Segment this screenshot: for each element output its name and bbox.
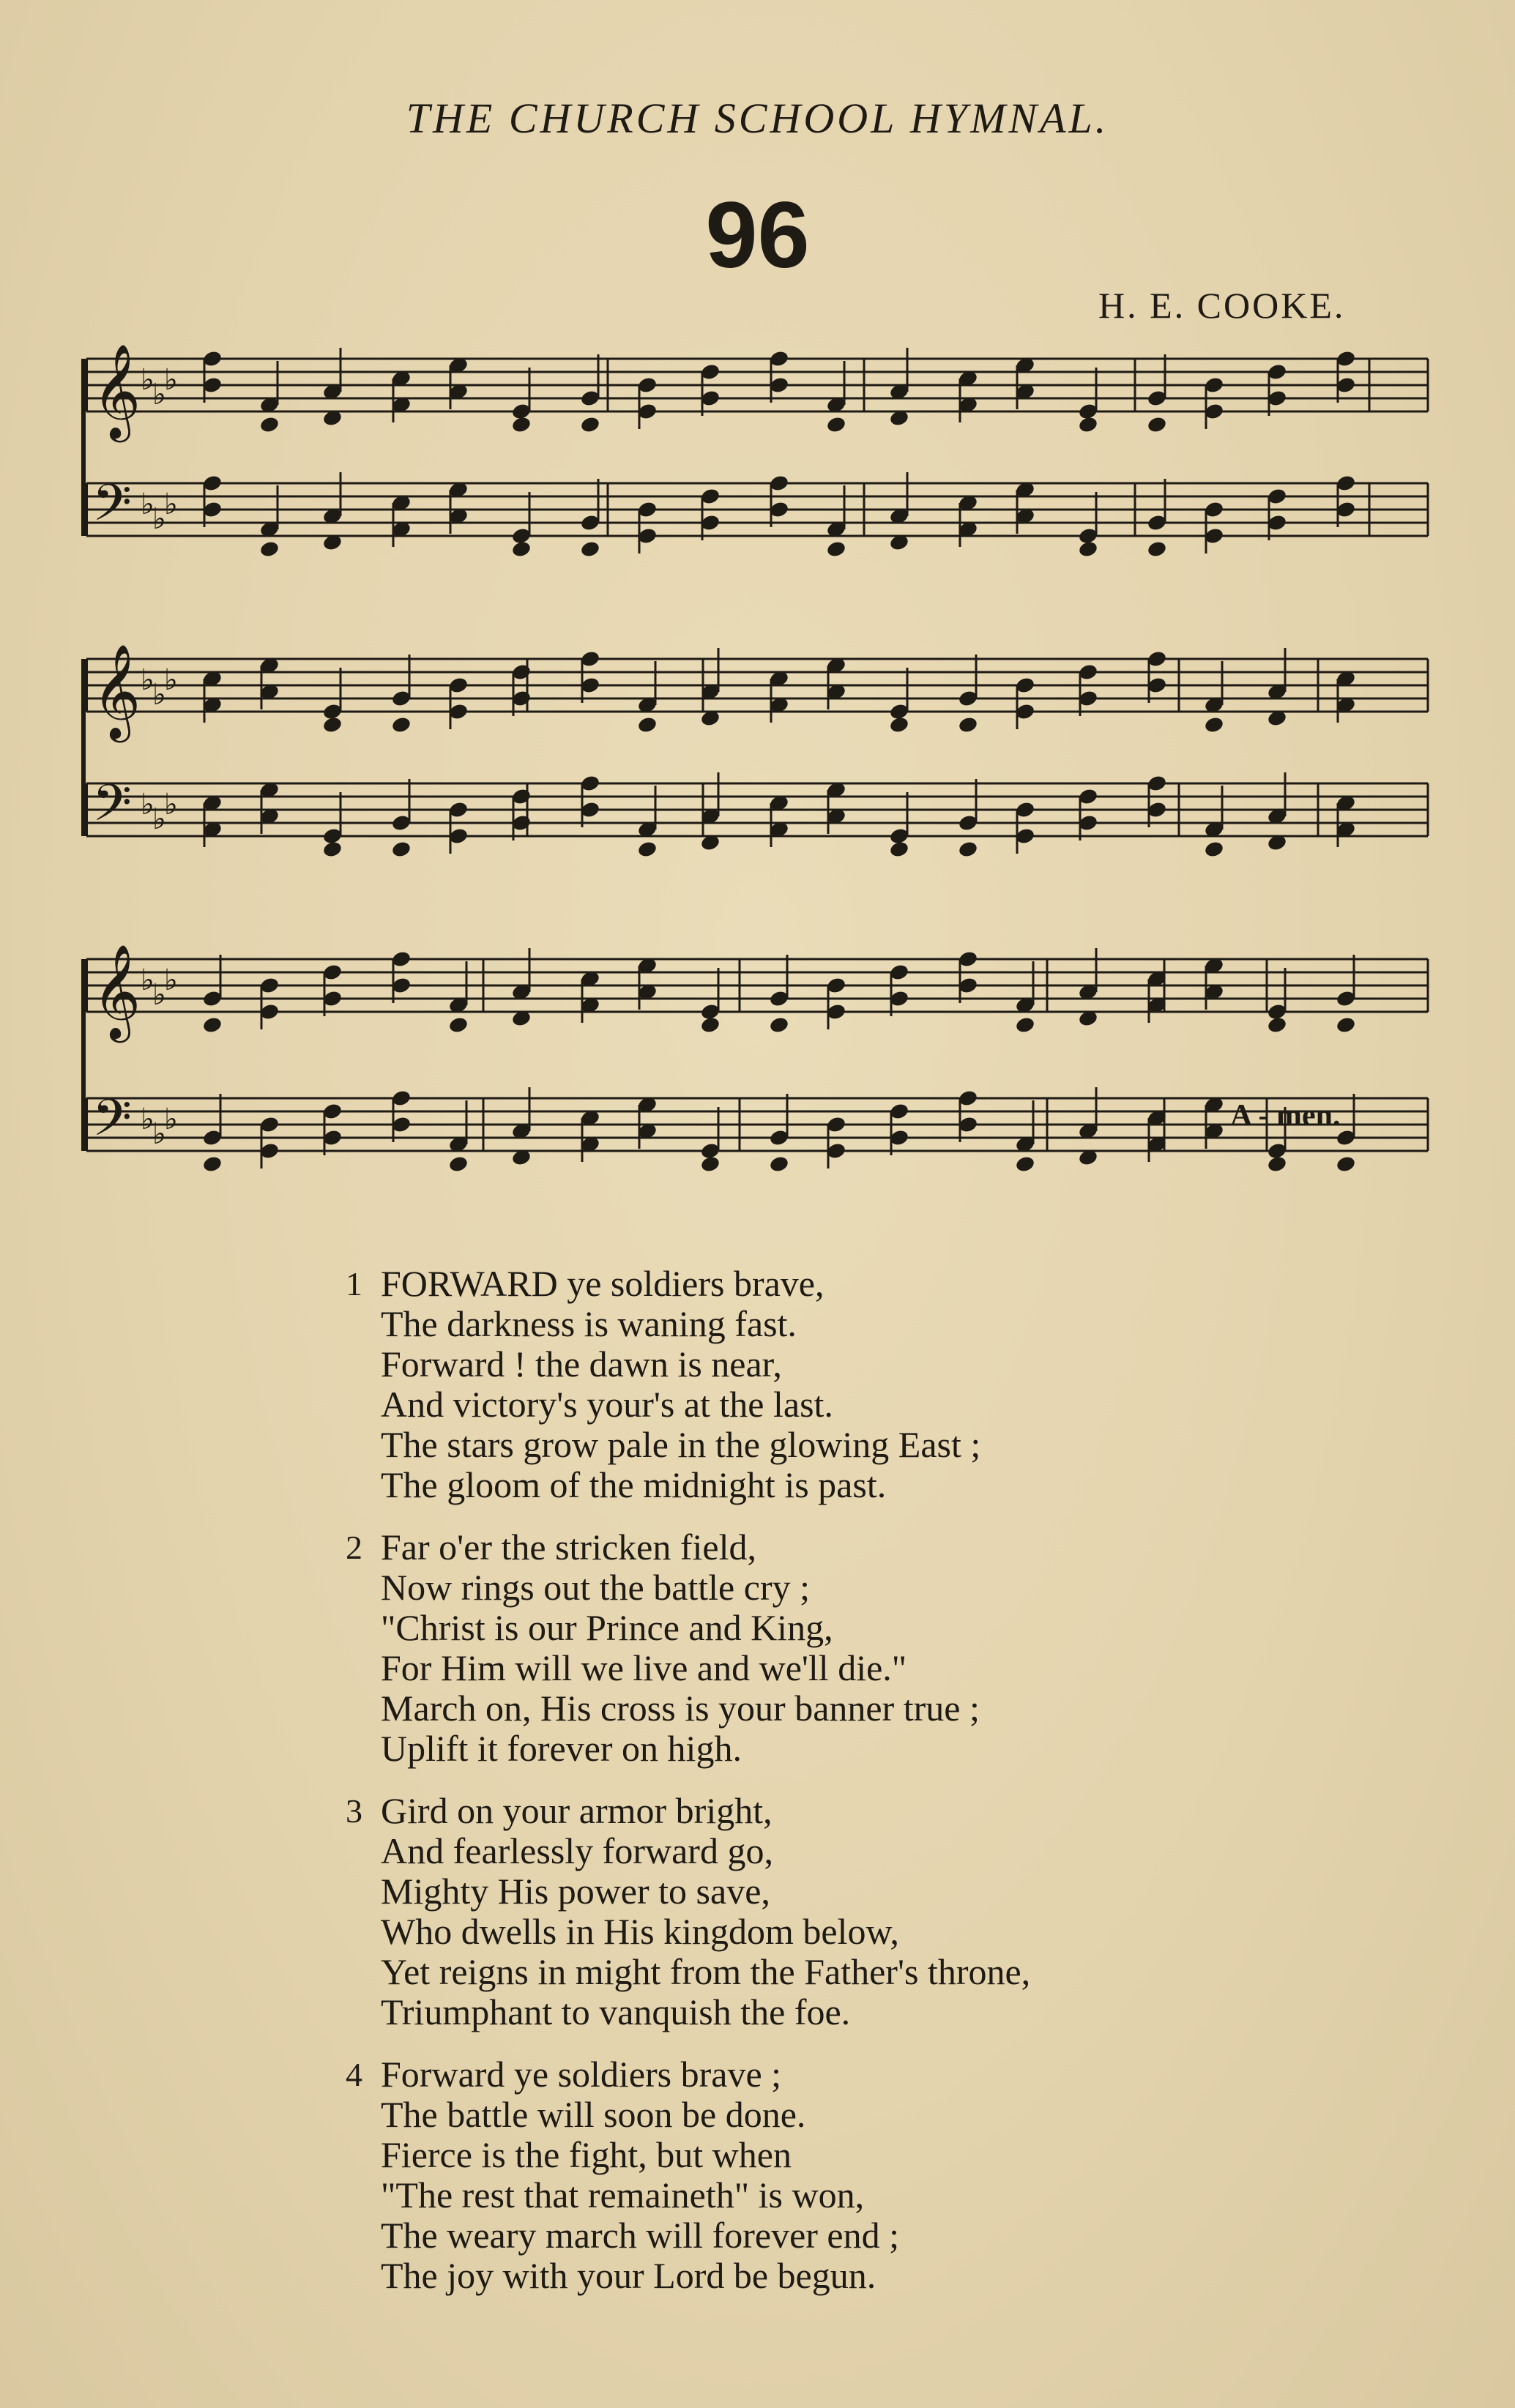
note-head xyxy=(1336,1015,1357,1034)
verses xyxy=(346,1263,1031,2318)
flat-icon: ♭ xyxy=(164,788,178,821)
flat-icon: ♭ xyxy=(141,788,155,821)
note-head xyxy=(1336,1155,1357,1173)
note-head xyxy=(1015,1015,1036,1034)
flat-icon: ♭ xyxy=(164,663,178,697)
verse-4 xyxy=(346,2054,1030,2296)
note-head xyxy=(1078,540,1099,558)
note-head xyxy=(1267,1155,1288,1173)
verse-line: "Christ is our Prince and King, xyxy=(381,1607,833,1648)
verse-number: 4 xyxy=(346,2056,362,2093)
verse-line: And victory's your's at the last. xyxy=(381,1384,833,1425)
verse-line: The gloom of the midnight is past. xyxy=(381,1464,887,1505)
verse-number: 1 xyxy=(346,1265,362,1302)
hymnal-title: THE CHURCH SCHOOL HYMNAL. xyxy=(406,94,1109,142)
note-head xyxy=(511,415,532,433)
treble-clef-icon: 𝄞 xyxy=(92,944,141,1039)
bass-clef-icon: 𝄢 xyxy=(92,473,133,545)
flat-icon: ♭ xyxy=(152,978,166,1012)
flat-icon: ♭ xyxy=(152,378,166,411)
note-head xyxy=(202,1155,223,1173)
flat-icon: ♭ xyxy=(164,363,178,397)
amen-label: A - men. xyxy=(1230,1099,1341,1133)
verse-line: Triumphant to vanquish the foe. xyxy=(381,1991,851,2032)
verse-line: The battle will soon be done. xyxy=(381,2094,806,2135)
note-head xyxy=(637,715,658,734)
note-head xyxy=(700,1155,721,1173)
verse-line: Uplift it forever on high. xyxy=(381,1728,742,1769)
verse-line: The weary march will forever end ; xyxy=(381,2215,900,2256)
note-head xyxy=(580,415,601,433)
note-head xyxy=(322,715,343,734)
verse-line: FORWARD ye soldiers brave, xyxy=(381,1263,824,1304)
verse-1 xyxy=(346,1263,1030,1505)
verse-line: Fierce is the fight, but when xyxy=(381,2134,792,2175)
note-head xyxy=(580,540,601,558)
note-head xyxy=(1204,840,1225,858)
flat-icon: ♭ xyxy=(164,963,178,997)
note-head xyxy=(826,415,847,433)
note-head xyxy=(1147,540,1168,558)
note-head xyxy=(769,1155,790,1173)
verse-line: And fearlessly forward go, xyxy=(381,1830,773,1871)
flat-icon: ♭ xyxy=(152,502,166,536)
flat-icon: ♭ xyxy=(141,363,155,397)
verse-line: Forward ye soldiers brave ; xyxy=(381,2054,782,2095)
verse-line: Yet reigns in might from the Father's throne, xyxy=(381,1951,1031,1992)
verse-number: 2 xyxy=(346,1529,362,1566)
note-head xyxy=(826,540,847,558)
verse-number: 3 xyxy=(346,1792,362,1830)
bass-clef-icon: 𝄢 xyxy=(92,1088,133,1160)
note-head xyxy=(1267,1015,1288,1034)
note-head xyxy=(889,715,910,734)
note-head xyxy=(1078,415,1099,433)
note-head xyxy=(391,840,412,858)
verse-line: For Him will we live and we'll die." xyxy=(381,1647,907,1688)
flat-icon: ♭ xyxy=(141,963,155,997)
verse-3 xyxy=(346,1790,1031,2032)
verse-line: Forward ! the dawn is near, xyxy=(381,1343,782,1384)
flat-icon: ♭ xyxy=(152,802,166,836)
flat-icon: ♭ xyxy=(141,488,155,521)
verse-line: Gird on your armor bright, xyxy=(381,1790,773,1831)
note-head xyxy=(958,840,979,858)
note-head xyxy=(448,1015,469,1034)
verse-line: Mighty His power to save, xyxy=(381,1871,770,1912)
verse-line: Who dwells in His kingdom below, xyxy=(381,1911,899,1952)
music-system-1 xyxy=(81,344,1435,608)
hymn-number: 96 xyxy=(705,183,810,288)
note-head xyxy=(1015,1155,1036,1173)
verse-line: The darkness is waning fast. xyxy=(381,1303,797,1344)
flat-icon: ♭ xyxy=(164,488,178,521)
verse-line: Far o'er the stricken field, xyxy=(381,1527,756,1568)
music-system-2 xyxy=(81,644,1435,908)
treble-clef-icon: 𝄞 xyxy=(92,644,141,739)
note-head xyxy=(391,715,412,734)
verse-line: The stars grow pale in the glowing East ; xyxy=(381,1424,981,1465)
flat-icon: ♭ xyxy=(141,663,155,697)
verse-line: March on, His cross is your banner true ; xyxy=(381,1688,980,1729)
note-head xyxy=(889,840,910,858)
note-head xyxy=(1147,415,1168,433)
note-head xyxy=(448,1155,469,1173)
music-system-3 xyxy=(81,944,1435,1230)
flat-icon: ♭ xyxy=(141,1103,155,1136)
verse-line: Now rings out the battle cry ; xyxy=(381,1567,810,1608)
note-head xyxy=(637,840,658,858)
note-head xyxy=(958,715,979,734)
verse-line: "The rest that remaineth" is won, xyxy=(381,2174,865,2215)
composer-credit: H. E. COOKE. xyxy=(1098,285,1346,326)
bass-clef-icon: 𝄢 xyxy=(92,773,133,845)
note-head xyxy=(1204,715,1225,734)
note-head xyxy=(259,415,280,433)
flat-icon: ♭ xyxy=(152,678,166,712)
note-head xyxy=(259,540,280,558)
note-head xyxy=(202,1015,223,1034)
flat-icon: ♭ xyxy=(152,1117,166,1151)
note-head xyxy=(700,1015,721,1034)
note-head xyxy=(769,1015,790,1034)
verse-line: The joy with your Lord be begun. xyxy=(381,2255,876,2296)
flat-icon: ♭ xyxy=(164,1103,178,1136)
treble-clef-icon: 𝄞 xyxy=(92,344,141,439)
note-head xyxy=(322,840,343,858)
note-head xyxy=(511,540,532,558)
verse-2 xyxy=(346,1527,1030,1769)
